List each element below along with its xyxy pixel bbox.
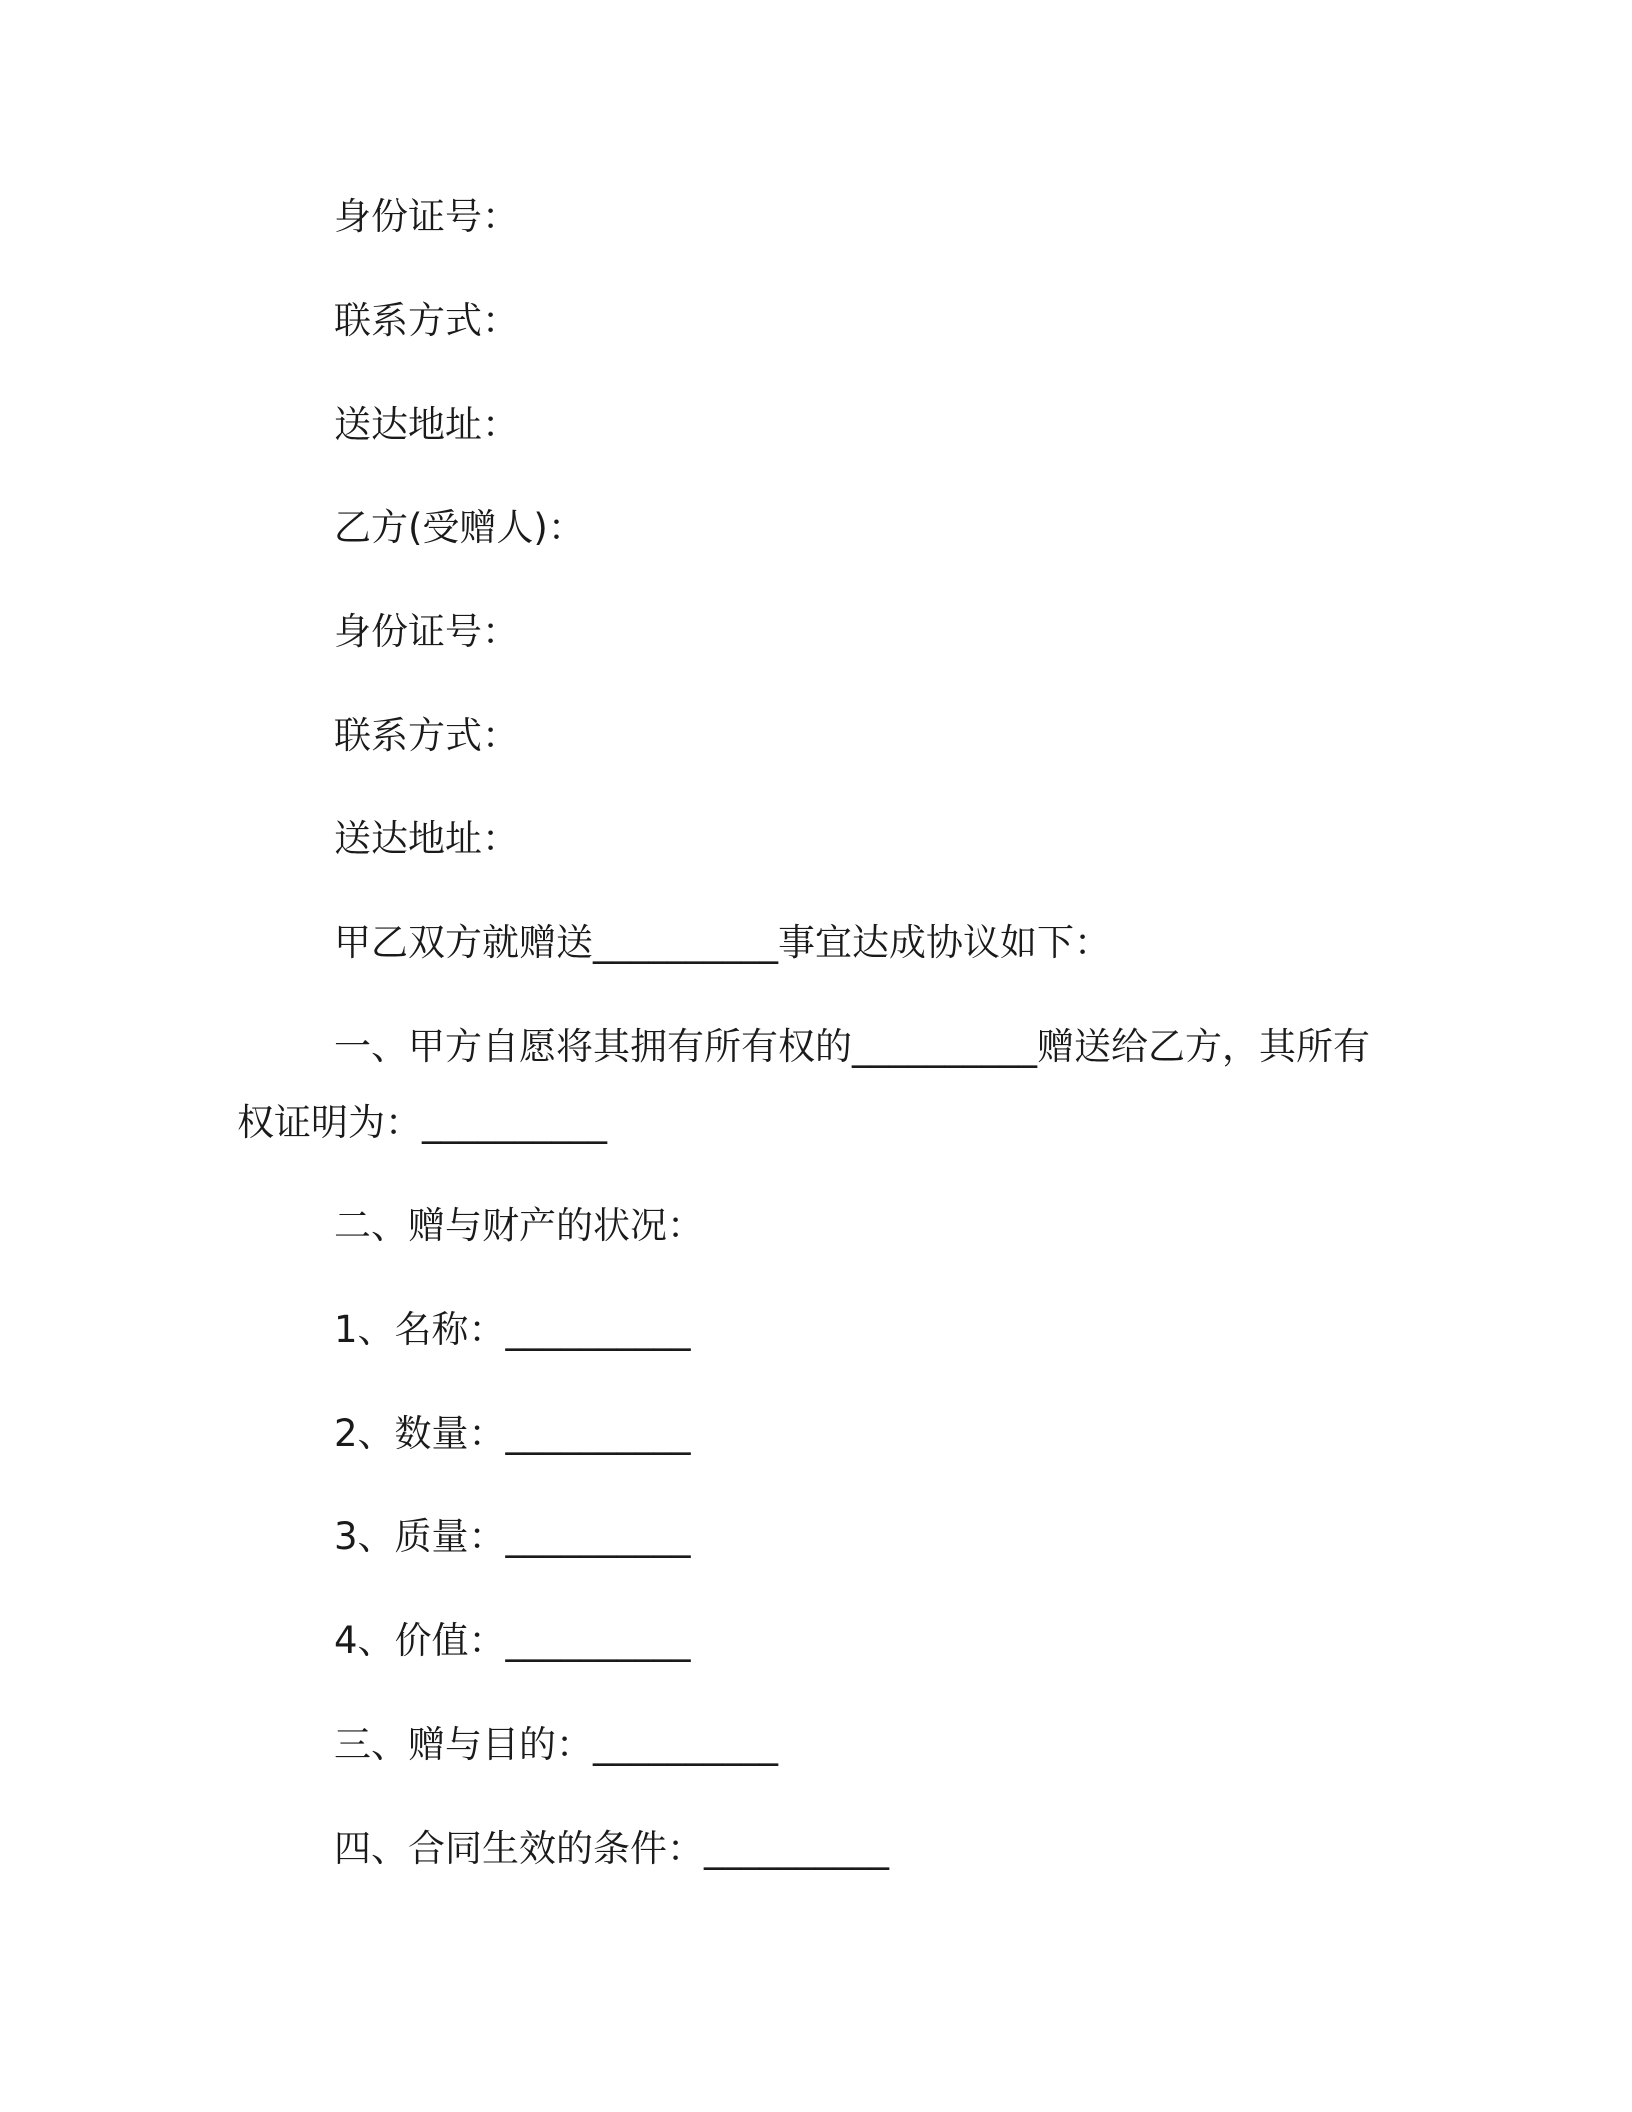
property-quantity-field: 2、数量：__________ xyxy=(334,1412,691,1455)
clause-1-continuation: 权证明为：__________ xyxy=(237,1101,607,1144)
clause-1-text: 一、甲方自愿将其拥有所有权的__________赠送给乙方，其所有 xyxy=(334,1025,1370,1068)
donee-id-number-label: 身份证号： xyxy=(334,610,519,653)
property-name-field: 1、名称：__________ xyxy=(334,1308,691,1351)
party-b-heading: 乙方(受赠人)： xyxy=(334,506,585,549)
clause-2-heading: 二、赠与财产的状况： xyxy=(334,1204,704,1247)
donor-id-number-label: 身份证号： xyxy=(334,195,519,238)
property-value-field: 4、价值：__________ xyxy=(334,1619,691,1662)
clause-4-conditions: 四、合同生效的条件：__________ xyxy=(334,1827,889,1870)
donor-address-label: 送达地址： xyxy=(334,403,519,446)
property-quality-field: 3、质量：__________ xyxy=(334,1515,691,1558)
donor-contact-label: 联系方式： xyxy=(334,299,519,342)
agreement-intro: 甲乙双方就赠送__________事宜达成协议如下： xyxy=(334,921,1111,964)
clause-3-purpose: 三、赠与目的：__________ xyxy=(334,1723,778,1766)
donee-address-label: 送达地址： xyxy=(334,817,519,860)
donee-contact-label: 联系方式： xyxy=(334,714,519,757)
